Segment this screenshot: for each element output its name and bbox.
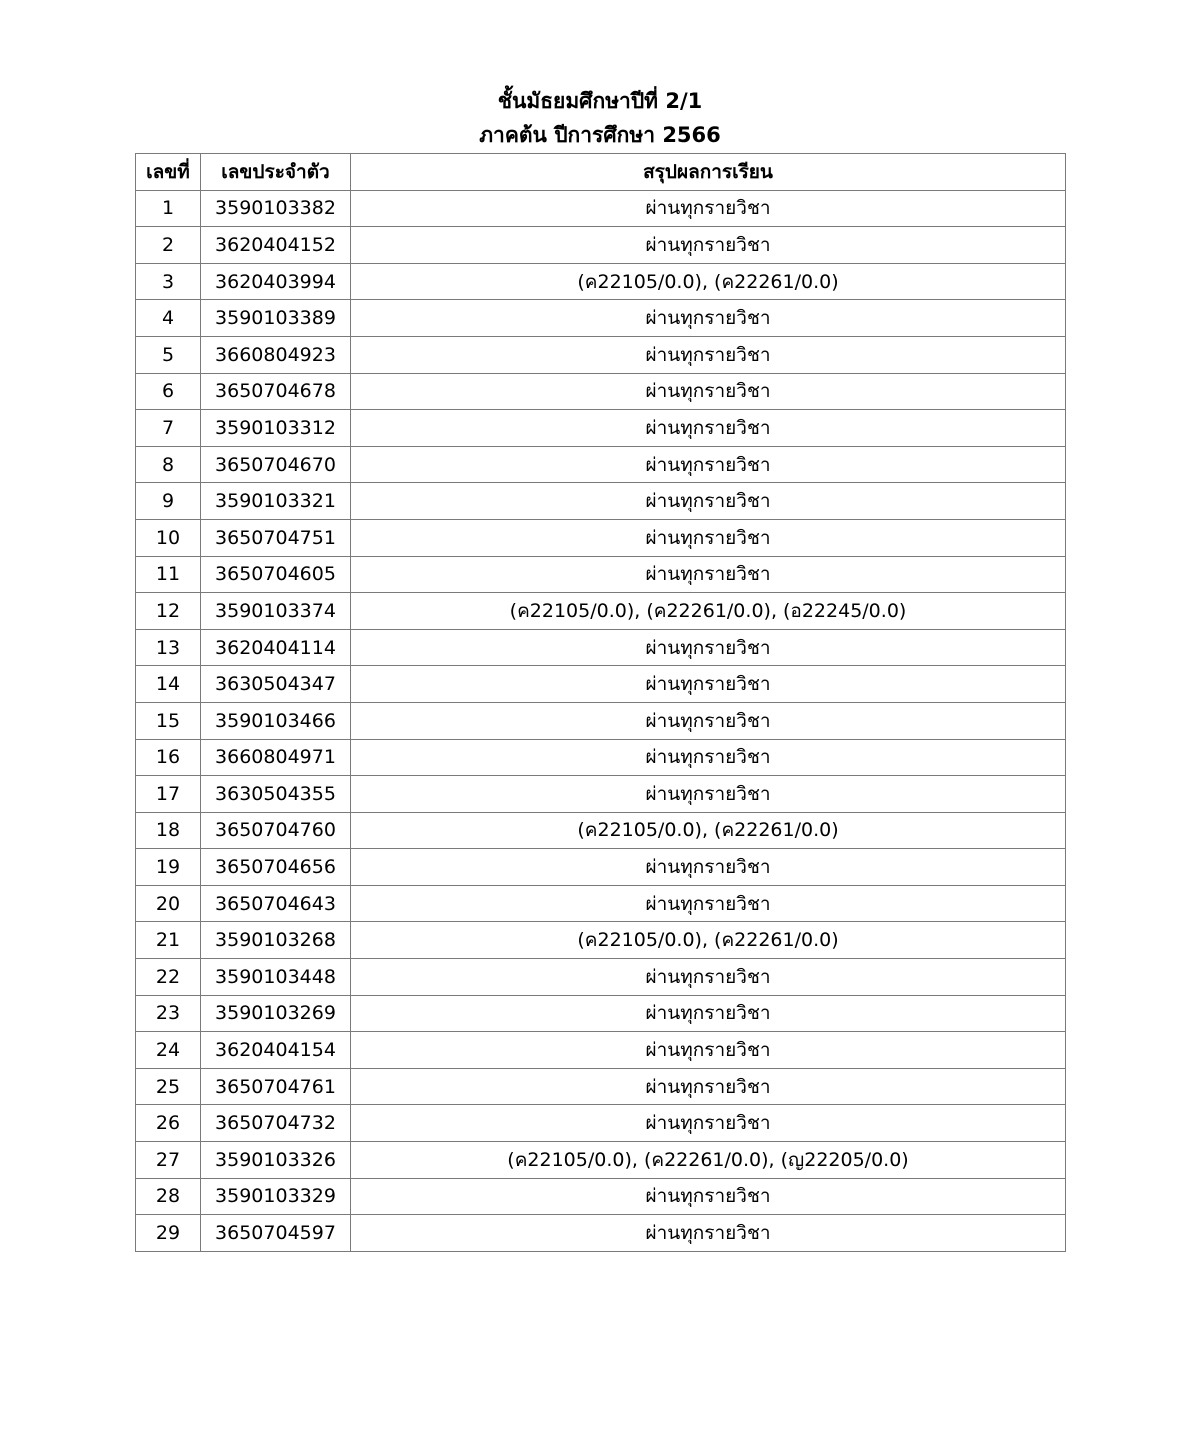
table-row: [136, 519, 1066, 556]
cell-student-id: 3650704761: [201, 1068, 351, 1105]
cell-number: 9: [136, 483, 201, 520]
cell-student-id: 3650704605: [201, 556, 351, 593]
table-row: [136, 556, 1066, 593]
cell-student-id: 3620403994: [201, 263, 351, 300]
cell-student-id: 3590103374: [201, 593, 351, 630]
cell-summary: (ค22105/0.0), (ค22261/0.0), (อ22245/0.0): [351, 593, 1066, 630]
table-row: [136, 922, 1066, 959]
table-row: [136, 373, 1066, 410]
cell-student-id: 3590103321: [201, 483, 351, 520]
table-row: [136, 446, 1066, 483]
table-header-row: [136, 154, 1066, 191]
cell-number: 10: [136, 519, 201, 556]
cell-student-id: 3590103448: [201, 959, 351, 996]
table-row: [136, 995, 1066, 1032]
cell-summary: ผ่านทุกรายวิชา: [351, 336, 1066, 373]
cell-summary: (ค22105/0.0), (ค22261/0.0): [351, 812, 1066, 849]
cell-number: 7: [136, 410, 201, 447]
cell-student-id: 3650704670: [201, 446, 351, 483]
cell-summary: ผ่านทุกรายวิชา: [351, 556, 1066, 593]
cell-student-id: 3590103329: [201, 1178, 351, 1215]
cell-student-id: 3650704656: [201, 849, 351, 886]
cell-summary: ผ่านทุกรายวิชา: [351, 483, 1066, 520]
cell-number: 14: [136, 666, 201, 703]
table-row: [136, 812, 1066, 849]
cell-summary: ผ่านทุกรายวิชา: [351, 300, 1066, 337]
cell-student-id: 3630504355: [201, 776, 351, 813]
cell-summary: ผ่านทุกรายวิชา: [351, 1105, 1066, 1142]
cell-student-id: 3620404152: [201, 227, 351, 264]
table-row: [136, 190, 1066, 227]
table-row: [136, 1068, 1066, 1105]
results-table: [135, 153, 1066, 1252]
cell-number: 26: [136, 1105, 201, 1142]
table-row: [136, 739, 1066, 776]
table-row: [136, 410, 1066, 447]
page-subtitle: ภาคต้น ปีการศึกษา 2566: [479, 123, 721, 147]
cell-student-id: 3660804971: [201, 739, 351, 776]
cell-summary: ผ่านทุกรายวิชา: [351, 1215, 1066, 1252]
cell-number: 28: [136, 1178, 201, 1215]
page-header: [0, 84, 1200, 152]
table-row: [136, 336, 1066, 373]
cell-number: 4: [136, 300, 201, 337]
cell-student-id: 3590103466: [201, 702, 351, 739]
table-row: [136, 1215, 1066, 1252]
cell-student-id: 3590103382: [201, 190, 351, 227]
cell-student-id: 3650704751: [201, 519, 351, 556]
cell-number: 25: [136, 1068, 201, 1105]
cell-student-id: 3590103269: [201, 995, 351, 1032]
table-row: [136, 483, 1066, 520]
cell-number: 21: [136, 922, 201, 959]
cell-number: 17: [136, 776, 201, 813]
cell-number: 8: [136, 446, 201, 483]
cell-number: 23: [136, 995, 201, 1032]
table-row: [136, 300, 1066, 337]
cell-summary: ผ่านทุกรายวิชา: [351, 190, 1066, 227]
cell-summary: ผ่านทุกรายวิชา: [351, 995, 1066, 1032]
cell-student-id: 3650704760: [201, 812, 351, 849]
cell-summary: ผ่านทุกรายวิชา: [351, 849, 1066, 886]
cell-student-id: 3660804923: [201, 336, 351, 373]
table-row: [136, 629, 1066, 666]
cell-number: 2: [136, 227, 201, 264]
table-row: [136, 1105, 1066, 1142]
cell-summary: ผ่านทุกรายวิชา: [351, 776, 1066, 813]
cell-number: 24: [136, 1032, 201, 1069]
cell-student-id: 3620404154: [201, 1032, 351, 1069]
cell-number: 16: [136, 739, 201, 776]
cell-summary: ผ่านทุกรายวิชา: [351, 666, 1066, 703]
cell-summary: ผ่านทุกรายวิชา: [351, 739, 1066, 776]
page-title: ชั้นมัธยมศึกษาปีที่ 2/1: [497, 89, 703, 113]
table-row: [136, 666, 1066, 703]
cell-number: 18: [136, 812, 201, 849]
cell-summary: (ค22105/0.0), (ค22261/0.0): [351, 922, 1066, 959]
cell-summary: ผ่านทุกรายวิชา: [351, 1178, 1066, 1215]
cell-summary: ผ่านทุกรายวิชา: [351, 1068, 1066, 1105]
cell-summary: ผ่านทุกรายวิชา: [351, 227, 1066, 264]
cell-student-id: 3650704597: [201, 1215, 351, 1252]
cell-summary: ผ่านทุกรายวิชา: [351, 410, 1066, 447]
cell-student-id: 3620404114: [201, 629, 351, 666]
table-row: [136, 593, 1066, 630]
cell-summary: (ค22105/0.0), (ค22261/0.0), (ญ22205/0.0): [351, 1142, 1066, 1179]
column-header-number: เลขที่: [136, 154, 201, 191]
cell-number: 20: [136, 885, 201, 922]
cell-number: 27: [136, 1142, 201, 1179]
cell-number: 15: [136, 702, 201, 739]
cell-summary: ผ่านทุกรายวิชา: [351, 446, 1066, 483]
cell-number: 13: [136, 629, 201, 666]
cell-student-id: 3630504347: [201, 666, 351, 703]
cell-summary: ผ่านทุกรายวิชา: [351, 959, 1066, 996]
table-row: [136, 959, 1066, 996]
table-row: [136, 1178, 1066, 1215]
cell-summary: ผ่านทุกรายวิชา: [351, 519, 1066, 556]
table-row: [136, 776, 1066, 813]
table-row: [136, 227, 1066, 264]
column-header-summary: สรุปผลการเรียน: [351, 154, 1066, 191]
cell-summary: ผ่านทุกรายวิชา: [351, 702, 1066, 739]
table-row: [136, 885, 1066, 922]
cell-summary: ผ่านทุกรายวิชา: [351, 373, 1066, 410]
cell-summary: (ค22105/0.0), (ค22261/0.0): [351, 263, 1066, 300]
cell-student-id: 3590103312: [201, 410, 351, 447]
table-row: [136, 1032, 1066, 1069]
cell-number: 11: [136, 556, 201, 593]
cell-number: 6: [136, 373, 201, 410]
cell-summary: ผ่านทุกรายวิชา: [351, 1032, 1066, 1069]
cell-summary: ผ่านทุกรายวิชา: [351, 629, 1066, 666]
column-header-student-id: เลขประจำตัว: [201, 154, 351, 191]
table-body: [136, 190, 1066, 1251]
cell-number: 5: [136, 336, 201, 373]
cell-number: 1: [136, 190, 201, 227]
cell-number: 22: [136, 959, 201, 996]
cell-student-id: 3590103326: [201, 1142, 351, 1179]
cell-student-id: 3650704643: [201, 885, 351, 922]
cell-student-id: 3590103389: [201, 300, 351, 337]
table-row: [136, 1142, 1066, 1179]
cell-number: 19: [136, 849, 201, 886]
cell-student-id: 3650704732: [201, 1105, 351, 1142]
cell-number: 12: [136, 593, 201, 630]
cell-summary: ผ่านทุกรายวิชา: [351, 885, 1066, 922]
table-row: [136, 702, 1066, 739]
cell-number: 3: [136, 263, 201, 300]
cell-number: 29: [136, 1215, 201, 1252]
table-row: [136, 263, 1066, 300]
table-row: [136, 849, 1066, 886]
cell-student-id: 3650704678: [201, 373, 351, 410]
cell-student-id: 3590103268: [201, 922, 351, 959]
